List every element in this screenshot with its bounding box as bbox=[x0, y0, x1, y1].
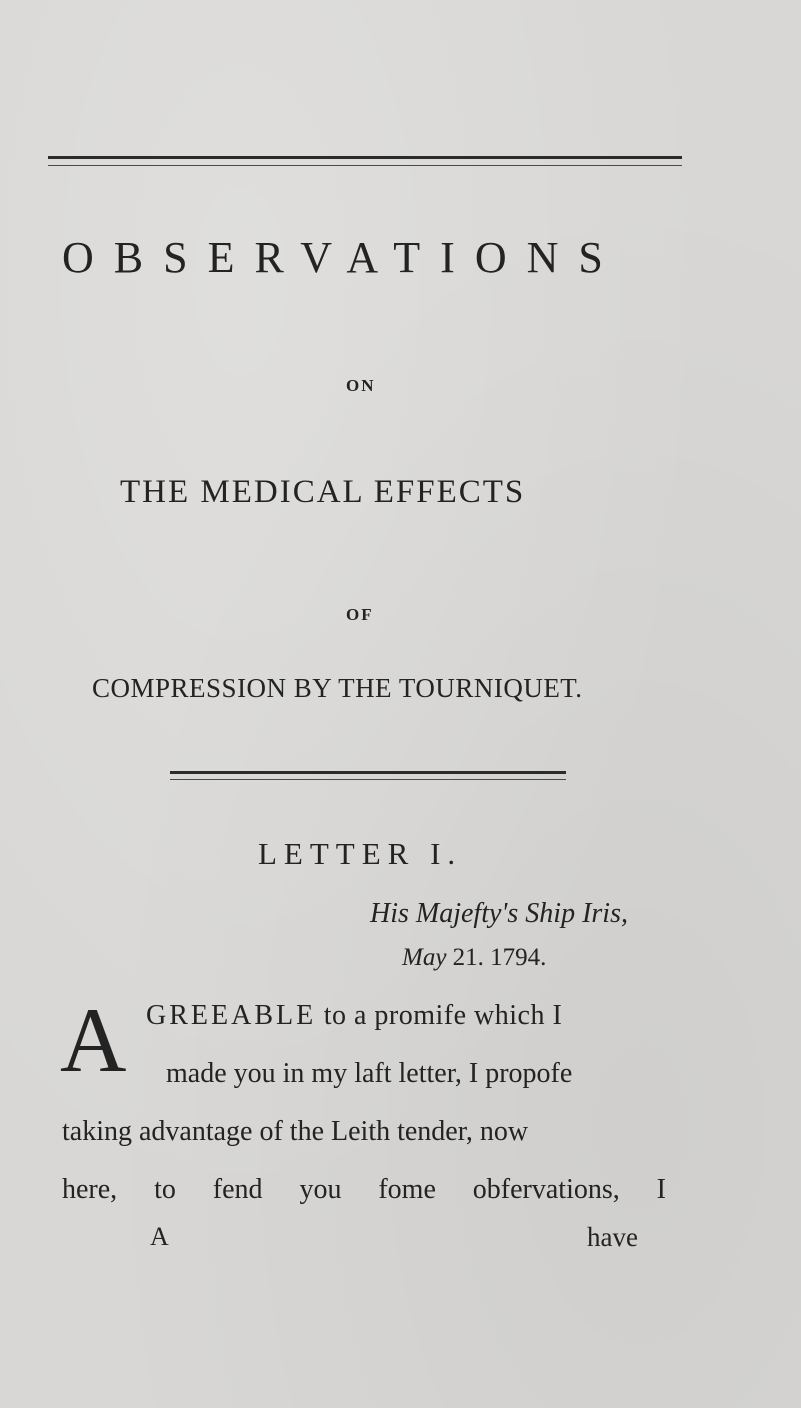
body-line-1-caps: GREEABLE bbox=[146, 1000, 317, 1031]
body-line-4-word: I bbox=[656, 1174, 666, 1205]
subtitle-compression: COMPRESSION BY THE TOURNIQUET. bbox=[92, 673, 583, 703]
dateline-month: May bbox=[402, 944, 447, 971]
title-connector-of: OF bbox=[346, 605, 374, 624]
body-line-4-word: fend bbox=[212, 1174, 263, 1205]
body-line-4 bbox=[62, 1174, 666, 1206]
signature-mark: A bbox=[150, 1222, 169, 1251]
body-line-4-word: to bbox=[154, 1174, 176, 1205]
body-line-1-rest: to a promife which I bbox=[323, 1000, 563, 1031]
subtitle-medical-effects: THE MEDICAL EFFECTS bbox=[120, 474, 526, 510]
body-line-4-word: here, bbox=[62, 1174, 118, 1205]
dateline-day-year: 21. 1794. bbox=[452, 944, 547, 971]
middle-double-rule bbox=[170, 771, 566, 778]
title-connector-on: ON bbox=[346, 376, 376, 395]
drop-cap: A bbox=[60, 989, 127, 1091]
top-double-rule bbox=[48, 156, 682, 163]
catchword: have bbox=[587, 1222, 638, 1252]
dateline-date bbox=[402, 944, 546, 972]
page-title: OBSERVATIONS bbox=[62, 233, 623, 282]
body-line-1 bbox=[146, 1000, 562, 1032]
body-line-4-word: fome bbox=[378, 1174, 436, 1205]
body-line-3: taking advantage of the Leith tender, now bbox=[62, 1116, 529, 1147]
body-line-2: made you in my laft letter, I propofe bbox=[166, 1058, 573, 1089]
letter-heading: LETTER I. bbox=[258, 836, 463, 871]
body-line-4-word: you bbox=[299, 1174, 342, 1205]
dateline-ship: His Majefty's Ship Iris, bbox=[370, 898, 628, 929]
body-line-4-word: obfervations, bbox=[472, 1174, 620, 1205]
